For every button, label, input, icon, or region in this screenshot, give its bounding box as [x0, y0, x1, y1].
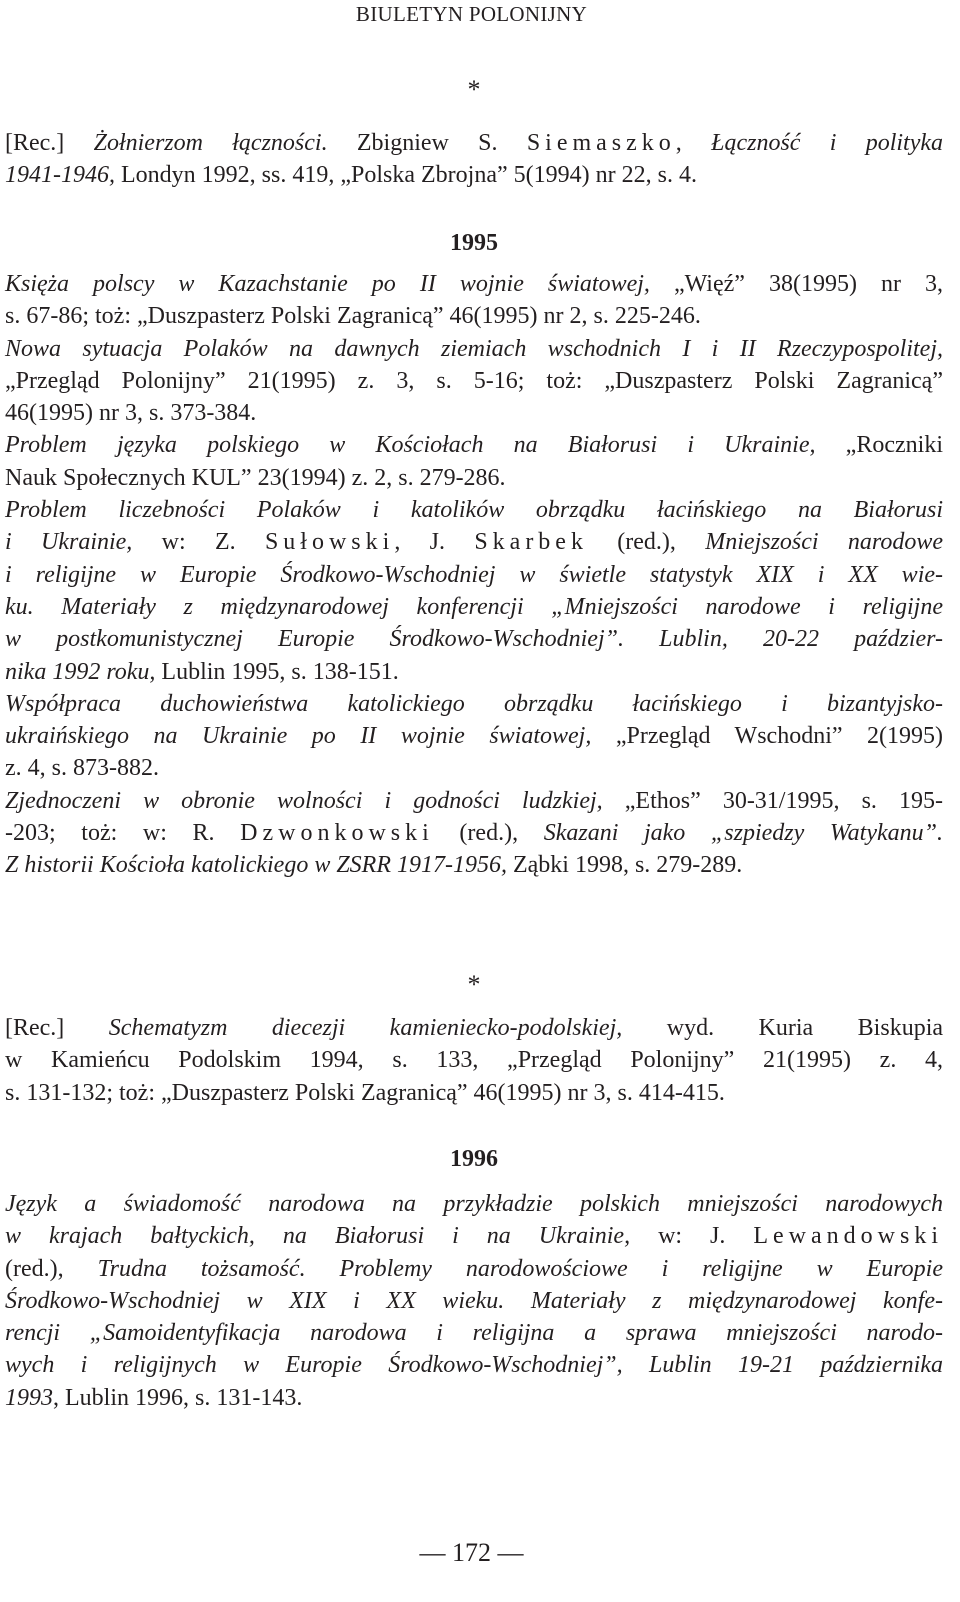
separator-star: *: [467, 970, 481, 999]
entry-rec-zolnierzom: [5, 127, 943, 192]
entry-wspolpraca: Współpraca duchowieństwa katolickiego obrządku łacińskiego i bizantyjsko- ukraińskiego na Ukrainie po II wojnie światowej, „Przegląd Wschodni” 2(1995) z. 4, s. 873-882.: [5, 690, 944, 782]
entry-nowa-sytuacja: Nowa sytuacja Polaków na dawnych ziemiach wschodnich I i II Rzeczypospolitej, „Przegląd Polonijny” 21(1995) z. 3, s. 5-16; toż: „Duszpasterz Polski Zagranicą” 46(1995) nr 3, s. 373-384.: [5, 335, 943, 427]
entry-problem-liczebnosci: Problem liczebności Polaków i katolików obrządku łacińskiego na Białorusi i Ukrainie, w: Z. Sułowski, J. Skarbek (red.), Mniejszości narodowe i religijne w Europie Środkowo-Wschodniej w świetle statystyk XIX i XX wie- ku. Materiały z międzynarodowej konferencji „Mniejszości narodowe i religijne w postkomunistycznej Europie Środkowo-Wschodniej”. Lublin, 20-22 paździer- nika 1992 roku, Lublin 1995, s. 138-151.: [5, 497, 944, 685]
book-title: Łączność i polityka: [711, 130, 944, 156]
year-heading-1996: 1996: [450, 1146, 498, 1172]
entries-1995: [5, 268, 943, 882]
line: 1941-1946, Londyn 1992, ss. 419, „Polska Zbrojna” 5(1994) nr 22, s. 4.: [5, 162, 697, 189]
editor: Lewandowski: [753, 1223, 943, 1250]
entry-jezyk-a-swiadomosc: Język a świadomość narodowa na przykładzie polskich mniejszości narodowych w krajach bałtyckich, na Białorusi i na Ukrainie, w: J. Lewandowski (red.), Trudna tożsamość. Problemy narodowościowe i religijne w Europie Środkowo-Wschodniej w XIX i XX wieku. Materiały z międzynarodowej konfe- rencji „Samoidentyfikacja narodowa i religijna a sprawa mniejszości narodo- wych i religijnych w Europie Środkowo-Wschodniej”, Lublin 19-21 października 1993, Lublin 1996, s. 131-143.: [5, 1191, 943, 1411]
title: Żołnierzom łączności.: [93, 130, 328, 156]
editor: Sułowski: [264, 529, 395, 556]
year-heading-1995: 1995: [450, 230, 498, 256]
entry-zjednoczeni: Zjednoczeni w obronie wolności i godności ludzkiej, „Ethos” 30-31/1995, s. 195- -203; toż: w: R. Dzwonkowski (red.), Skazani jako „szpiedzy Watykanu”. Z historii Kościoła katolickiego w ZSRR 1917-1956, Ząbki 1998, s. 279-289.: [5, 787, 944, 879]
entry-problem-jezyka: Problem języka polskiego w Kościołach na Białorusi i Ukrainie, „Roczniki Nauk Społecznych KUL” 23(1994) z. 2, s. 279-286.: [5, 432, 943, 491]
editor: Skarbek: [474, 529, 588, 556]
editor: Dzwonkowski: [240, 820, 434, 847]
entry-rec-schematyzm: [Rec.] Schematyzm diecezji kamieniecko-podolskiej, wyd. Kuria Biskupia w Kamieńcu Podolskim 1994, s. 133, „Przegląd Polonijny” 21(1995) z. 4, s. 131-132; toż: „Duszpasterz Polski Zagranicą” 46(1995) nr 3, s. 414-415.: [5, 1015, 944, 1106]
separator-star: *: [467, 75, 481, 104]
line: [Rec.] Żołnierzom łączności. Zbigniew S. Siemaszko, Łączność i polityka: [5, 130, 944, 156]
entry-ksieza-polscy: Księża polscy w Kazachstanie po II wojnie światowej, „Więź” 38(1995) nr 3, s. 67-86; toż: „Duszpasterz Polski Zagranicą” 46(1995) nr 2, s. 225-246.: [5, 271, 943, 330]
page-number: — 172 —: [419, 1538, 524, 1567]
author: Siemaszko: [526, 130, 676, 156]
running-header: BIULETYN POLONIJNY: [355, 2, 588, 26]
